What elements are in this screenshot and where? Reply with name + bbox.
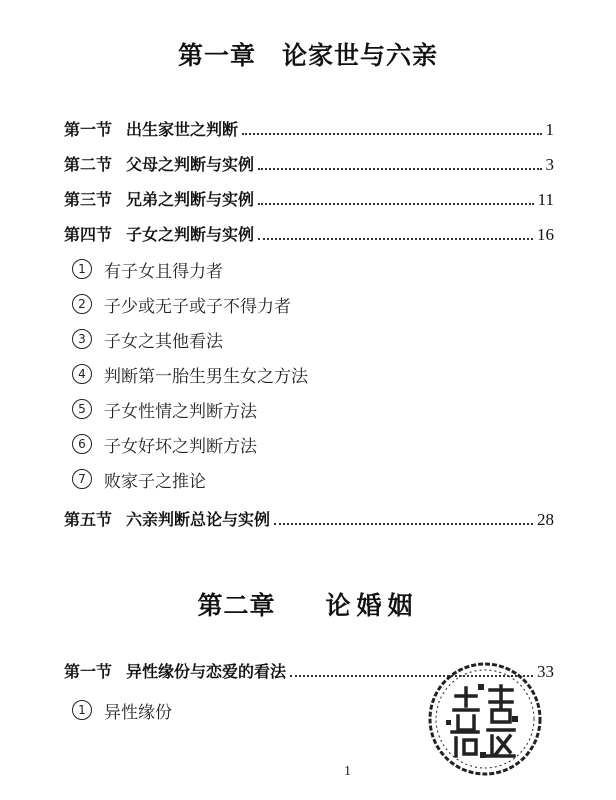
sub-item-text: 子女好坏之判断方法 <box>104 436 257 457</box>
section-number: 第四节 <box>64 225 113 244</box>
toc-entry[interactable] <box>64 151 554 175</box>
section-title: 异性缘份与恋爱的看法 <box>126 662 287 681</box>
page-ref: 28 <box>537 510 554 529</box>
circled-number: 5 <box>72 399 92 419</box>
sub-item-text: 异性缘份 <box>104 702 172 723</box>
circled-number: 1 <box>72 259 92 279</box>
dot-leader <box>258 168 541 170</box>
sub-item-text: 有子女且得力者 <box>104 261 223 282</box>
page-ref: 11 <box>537 190 554 209</box>
sub-item-text: 子少或无子或子不得力者 <box>104 296 291 317</box>
toc-entry[interactable] <box>64 506 554 530</box>
toc-entry[interactable] <box>64 186 554 210</box>
section-number: 第二节 <box>64 155 113 174</box>
circled-number: 6 <box>72 434 92 454</box>
toc-entry[interactable] <box>64 116 554 140</box>
chapter-title: 论婚姻 <box>325 591 419 620</box>
seal-stamp-icon <box>426 660 544 778</box>
section-title: 出生家世之判断 <box>126 120 239 139</box>
section-number: 第五节 <box>64 510 113 529</box>
sub-item[interactable] <box>72 697 172 723</box>
page-ref: 16 <box>537 225 554 244</box>
section-number: 第三节 <box>64 190 113 209</box>
dot-leader <box>258 238 533 240</box>
sub-item-text: 判断第一胎生男生女之方法 <box>104 366 308 387</box>
section-title: 父母之判断与实例 <box>126 155 255 174</box>
page-number: 1 <box>344 764 351 779</box>
chapter-title: 论家世与六亲 <box>282 41 439 70</box>
dot-leader <box>242 133 541 135</box>
circled-number: 7 <box>72 469 92 489</box>
section-number: 第一节 <box>64 662 113 681</box>
circled-number: 2 <box>72 294 92 314</box>
section-title: 子女之判断与实例 <box>126 225 255 244</box>
toc-entry[interactable] <box>64 221 554 245</box>
chapter-label: 第二章 <box>197 591 276 620</box>
circled-number: 1 <box>72 700 92 720</box>
sub-item[interactable] <box>72 361 308 387</box>
sub-item-text: 子女之其他看法 <box>104 331 223 352</box>
section-number: 第一节 <box>64 120 113 139</box>
page-ref: 33 <box>537 662 554 681</box>
page-ref: 3 <box>545 155 554 174</box>
dot-leader <box>258 203 534 205</box>
sub-item[interactable] <box>72 291 291 317</box>
section-title: 六亲判断总论与实例 <box>126 510 271 529</box>
section-title: 兄弟之判断与实例 <box>126 190 255 209</box>
sub-item[interactable] <box>72 466 206 492</box>
sub-item-text: 子女性情之判断方法 <box>104 401 257 422</box>
sub-item[interactable] <box>72 431 257 457</box>
circled-number: 3 <box>72 329 92 349</box>
dot-leader <box>274 523 533 525</box>
circled-number: 4 <box>72 364 92 384</box>
sub-item[interactable] <box>72 326 223 352</box>
chapter-label: 第一章 <box>177 41 256 70</box>
sub-item[interactable] <box>72 256 223 282</box>
chapter-heading <box>0 36 616 72</box>
page-ref: 1 <box>545 120 554 139</box>
sub-item-text: 败家子之推论 <box>104 471 206 492</box>
sub-item[interactable] <box>72 396 257 422</box>
chapter-heading <box>0 586 616 622</box>
